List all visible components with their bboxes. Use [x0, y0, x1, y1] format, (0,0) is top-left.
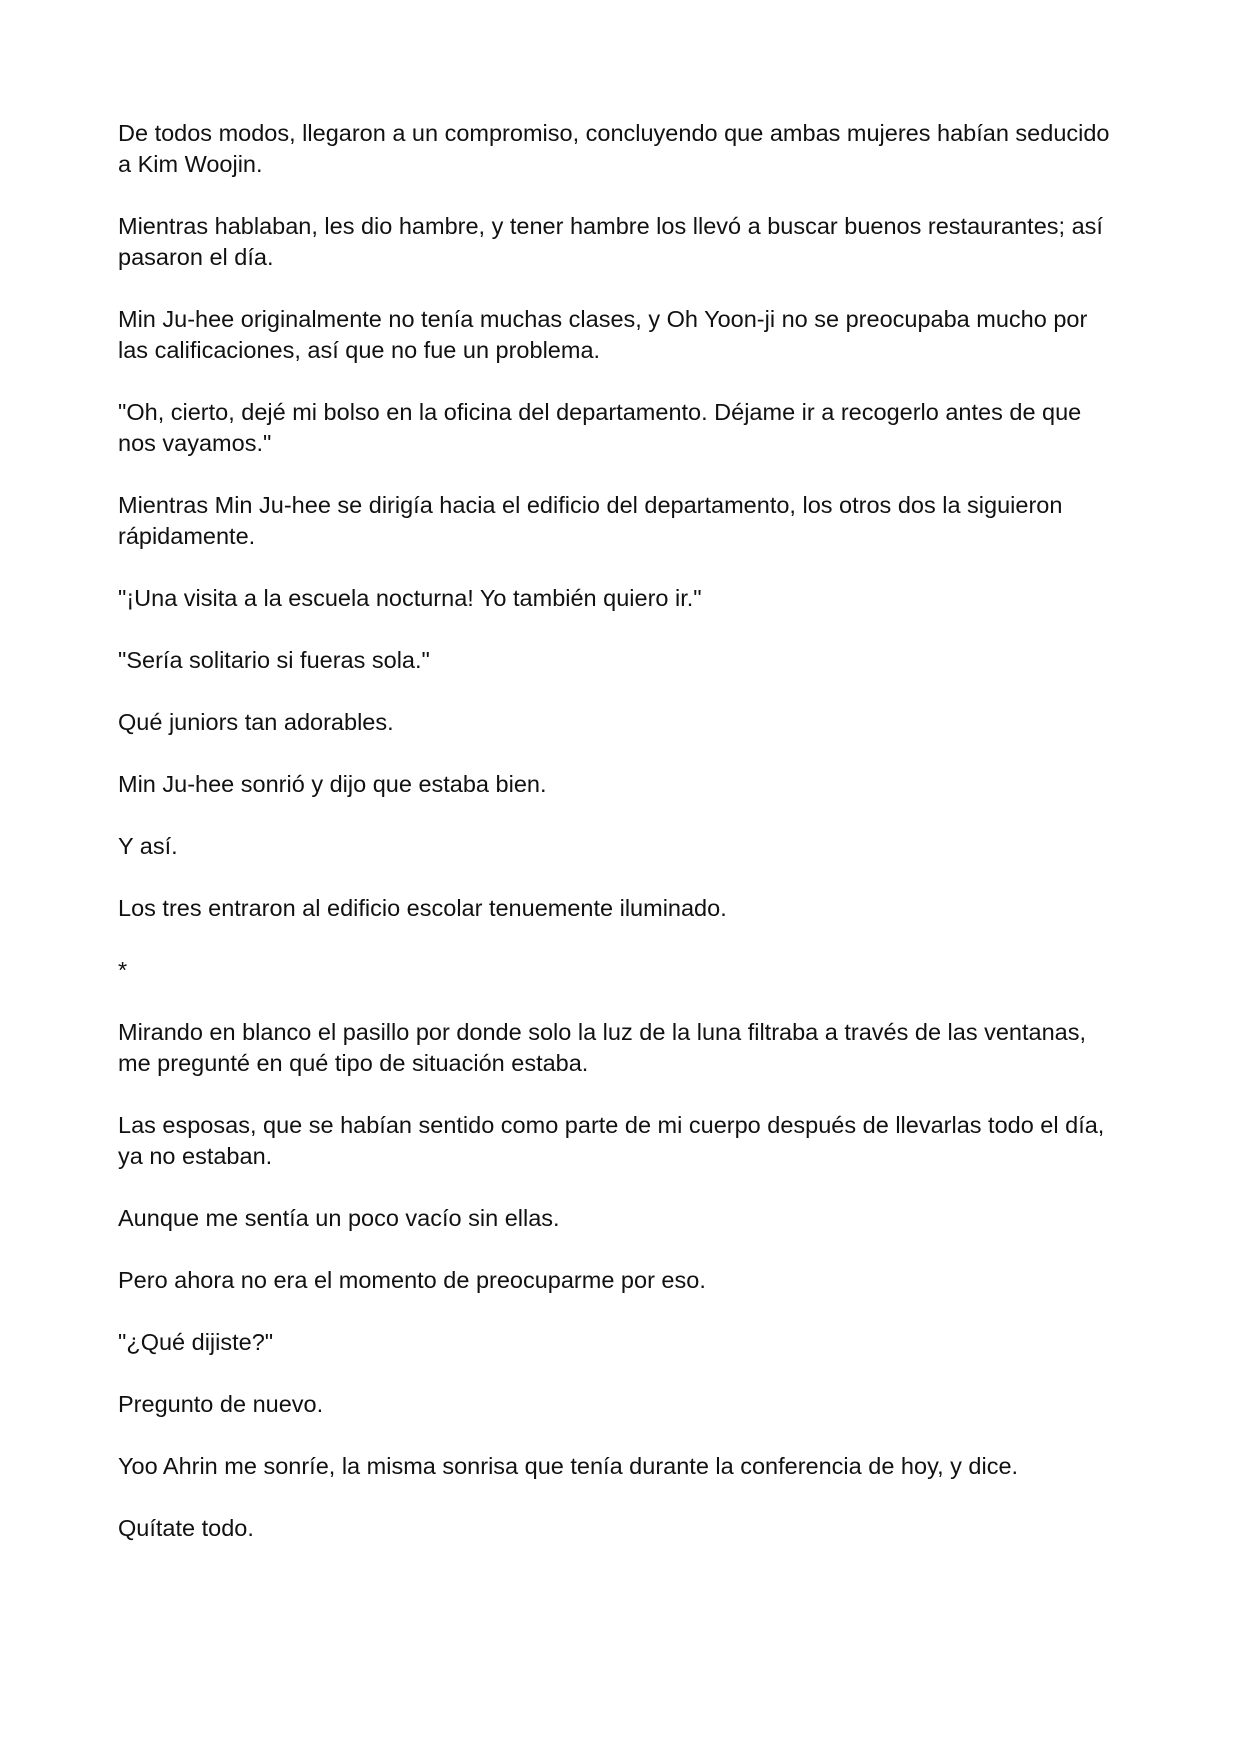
paragraph-8: Qué juniors tan adorables.	[118, 709, 394, 735]
scene-separator: *	[118, 957, 128, 983]
paragraph-14: Aunque me sentía un poco vacío sin ellas.	[118, 1205, 560, 1231]
paragraph-9: Min Ju-hee sonrió y dijo que estaba bien.	[118, 771, 547, 797]
paragraph-13: Las esposas, que se habían sentido como parte de mi cuerpo después de llevarlas todo el día, ya no estaban.	[118, 1112, 1105, 1169]
paragraph-11: Los tres entraron al edificio escolar tenuemente iluminado.	[118, 895, 727, 921]
paragraph-4: "Oh, cierto, dejé mi bolso en la oficina del departamento. Déjame ir a recogerlo antes de que nos vayamos."	[118, 399, 1082, 456]
paragraph-16: "¿Qué dijiste?"	[118, 1329, 274, 1355]
paragraph-12: Mirando en blanco el pasillo por donde solo la luz de la luna filtraba a través de las ventanas, me pregunté en qué tipo de situación estaba.	[118, 1019, 1087, 1076]
paragraph-17: Pregunto de nuevo.	[118, 1391, 324, 1417]
paragraph-18: Yoo Ahrin me sonríe, la misma sonrisa que tenía durante la conferencia de hoy, y dice.	[118, 1453, 1019, 1479]
paragraph-6: "¡Una visita a la escuela nocturna! Yo también quiero ir."	[118, 585, 702, 611]
paragraph-15: Pero ahora no era el momento de preocuparme por eso.	[118, 1267, 706, 1293]
paragraph-1: De todos modos, llegaron a un compromiso, concluyendo que ambas mujeres habían seducido a Kim Woojin.	[118, 120, 1110, 177]
paragraph-3: Min Ju-hee originalmente no tenía muchas clases, y Oh Yoon-ji no se preocupaba mucho por las calificaciones, así que no fue un problema.	[118, 306, 1088, 363]
paragraph-19: Quítate todo.	[118, 1515, 254, 1541]
paragraph-2: Mientras hablaban, les dio hambre, y tener hambre los llevó a buscar buenos restaurantes; así pasaron el día.	[118, 213, 1103, 270]
paragraph-5: Mientras Min Ju-hee se dirigía hacia el edificio del departamento, los otros dos la siguieron rápidamente.	[118, 492, 1063, 549]
paragraph-10: Y así.	[118, 833, 178, 859]
paragraph-7: "Sería solitario si fueras sola."	[118, 647, 430, 673]
